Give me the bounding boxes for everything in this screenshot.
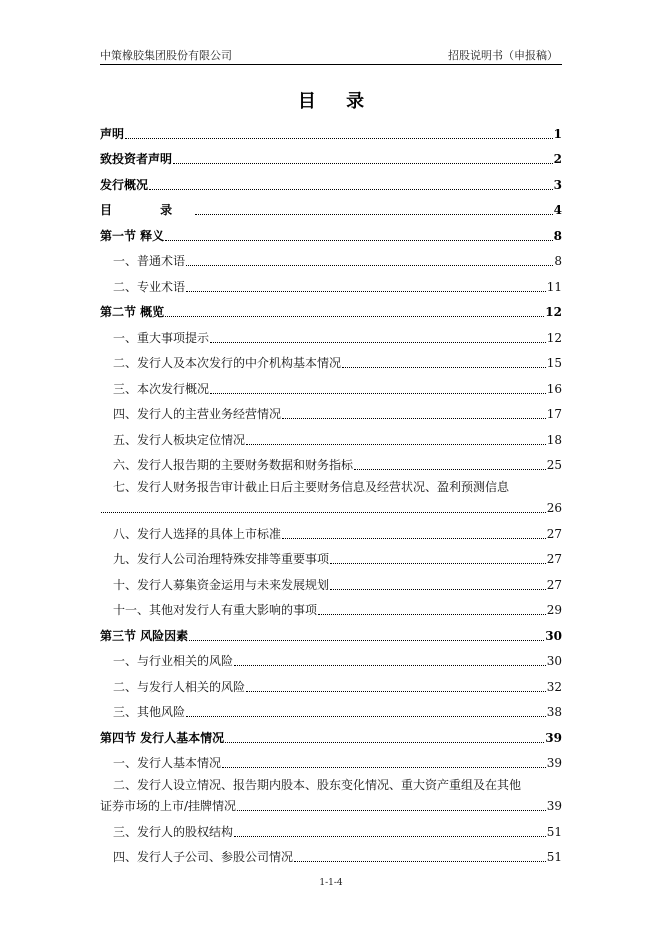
dot-leader bbox=[186, 716, 546, 717]
table-of-contents bbox=[100, 116, 562, 865]
toc-entry-page: 51 bbox=[546, 824, 562, 839]
toc-entry-text: 第二节 概览 bbox=[100, 305, 165, 319]
toc-entry[interactable] bbox=[100, 814, 562, 840]
dot-leader bbox=[234, 836, 546, 837]
dot-leader bbox=[354, 469, 546, 470]
toc-entry-text: 一、普通术语 bbox=[113, 254, 186, 268]
toc-entry[interactable] bbox=[100, 346, 562, 372]
toc-entry-text: 第三节 风险因素 bbox=[100, 628, 189, 643]
toc-entry[interactable] bbox=[100, 593, 562, 619]
toc-entry-text: 一、与行业相关的风险 bbox=[113, 654, 234, 668]
toc-entry-page: 12 bbox=[545, 305, 562, 319]
toc-entry[interactable] bbox=[100, 320, 562, 346]
toc-entry-page: 1 bbox=[553, 126, 562, 141]
dot-leader bbox=[234, 665, 546, 666]
toc-entry-page: 26 bbox=[546, 501, 562, 515]
toc-entry-text: 目 录 bbox=[100, 203, 195, 217]
toc-entry-text: 二、专业术语 bbox=[113, 279, 186, 294]
toc-entry-page: 3 bbox=[553, 177, 562, 192]
toc-entry-text-continued: 证券市场的上市/挂牌情况 bbox=[100, 799, 237, 813]
toc-entry-text: 声明 bbox=[100, 126, 125, 141]
toc-entry-page: 18 bbox=[546, 432, 562, 447]
toc-entry[interactable] bbox=[100, 218, 562, 244]
toc-entry-page: 2 bbox=[553, 152, 562, 166]
toc-entry-text: 十一、其他对发行人有重大影响的事项 bbox=[113, 603, 318, 617]
header-doc-type: 招股说明书（申报稿） bbox=[448, 49, 558, 62]
dot-leader bbox=[165, 240, 552, 241]
toc-entry-page: 39 bbox=[545, 730, 562, 745]
toc-entry-page: 27 bbox=[546, 552, 562, 566]
toc-entry[interactable] bbox=[100, 669, 562, 695]
toc-entry[interactable] bbox=[100, 371, 562, 397]
toc-entry-text: 四、发行人子公司、参股公司情况 bbox=[113, 850, 294, 864]
toc-entry-page: 30 bbox=[546, 654, 562, 668]
toc-entry-page: 25 bbox=[546, 458, 562, 472]
toc-entry[interactable] bbox=[100, 516, 562, 542]
toc-entry[interactable] bbox=[100, 448, 562, 474]
toc-entry[interactable] bbox=[100, 695, 562, 721]
toc-entry-text: 八、发行人选择的具体上市标准 bbox=[113, 526, 282, 541]
toc-entry-text: 三、发行人的股权结构 bbox=[113, 824, 234, 839]
dot-leader bbox=[237, 810, 546, 811]
header-company: 中策橡胶集团股份有限公司 bbox=[100, 49, 232, 62]
dot-leader bbox=[330, 563, 546, 564]
toc-entry-page: 11 bbox=[546, 279, 562, 294]
page-title: 目 录 bbox=[297, 91, 377, 112]
toc-entry[interactable] bbox=[100, 567, 562, 593]
toc-entry-text: 一、重大事项提示 bbox=[113, 330, 210, 345]
toc-entry-page: 8 bbox=[553, 228, 562, 243]
dot-leader bbox=[225, 742, 544, 743]
toc-entry-text: 六、发行人报告期的主要财务数据和财务指标 bbox=[113, 458, 354, 472]
toc-entry[interactable] bbox=[100, 397, 562, 423]
toc-entry[interactable] bbox=[100, 142, 562, 168]
toc-entry-text: 一、发行人基本情况 bbox=[113, 756, 222, 770]
toc-entry-text: 四、发行人的主营业务经营情况 bbox=[113, 407, 282, 421]
toc-entry[interactable] bbox=[100, 840, 562, 866]
dot-leader bbox=[282, 418, 546, 419]
toc-entry[interactable] bbox=[100, 244, 562, 270]
toc-entry[interactable] bbox=[100, 422, 562, 448]
toc-entry-continuation bbox=[100, 794, 562, 814]
dot-leader bbox=[125, 138, 553, 139]
dot-leader bbox=[246, 444, 546, 445]
dot-leader bbox=[101, 512, 546, 513]
toc-entry-page: 8 bbox=[554, 254, 562, 268]
toc-entry-text: 三、本次发行概况 bbox=[113, 381, 210, 396]
toc-entry-text: 第一节 释义 bbox=[100, 228, 165, 243]
page-number: 1-1-4 bbox=[319, 878, 343, 888]
toc-entry-text: 十、发行人募集资金运用与未来发展规划 bbox=[113, 577, 330, 592]
toc-entry-page: 4 bbox=[553, 203, 562, 217]
toc-entry-text: 三、其他风险 bbox=[113, 705, 186, 719]
dot-leader bbox=[189, 640, 544, 641]
toc-entry-page: 38 bbox=[546, 705, 562, 719]
toc-entry[interactable] bbox=[100, 193, 562, 219]
toc-entry-text: 七、发行人财务报告审计截止日后主要财务信息及经营状况、盈利预测信息 bbox=[113, 480, 510, 494]
dot-leader bbox=[246, 691, 546, 692]
toc-entry-text: 五、发行人板块定位情况 bbox=[113, 432, 246, 447]
dot-leader bbox=[342, 367, 546, 368]
toc-entry-page: 39 bbox=[546, 799, 562, 813]
toc-entry[interactable] bbox=[100, 473, 562, 516]
toc-entry-text: 第四节 发行人基本情况 bbox=[100, 730, 225, 745]
toc-entry-page: 39 bbox=[546, 756, 562, 770]
toc-entry-text: 二、发行人设立情况、报告期内股本、股东变化情况、重大资产重组及在其他 bbox=[113, 778, 522, 792]
header-rule bbox=[100, 64, 562, 65]
toc-entry[interactable] bbox=[100, 542, 562, 568]
toc-entry[interactable] bbox=[100, 269, 562, 295]
dot-leader bbox=[195, 214, 552, 215]
toc-entry-page: 15 bbox=[546, 356, 562, 370]
toc-entry[interactable] bbox=[100, 167, 562, 193]
dot-leader bbox=[222, 767, 546, 768]
toc-entry[interactable] bbox=[100, 295, 562, 321]
toc-entry-page: 12 bbox=[546, 330, 562, 345]
toc-entry-page: 27 bbox=[546, 577, 562, 592]
dot-leader bbox=[330, 589, 546, 590]
dot-leader bbox=[210, 342, 546, 343]
toc-entry-page: 16 bbox=[546, 381, 562, 396]
toc-entry-text: 致投资者声明 bbox=[100, 152, 173, 166]
toc-entry-text: 二、与发行人相关的风险 bbox=[113, 679, 246, 694]
toc-entry-page: 51 bbox=[546, 850, 562, 864]
toc-entry[interactable] bbox=[100, 644, 562, 670]
toc-entry-continuation bbox=[100, 496, 562, 516]
dot-leader bbox=[294, 861, 546, 862]
dot-leader bbox=[186, 265, 553, 266]
toc-entry-text: 二、发行人及本次发行的中介机构基本情况 bbox=[113, 356, 342, 370]
dot-leader bbox=[149, 189, 553, 190]
toc-entry-text: 九、发行人公司治理特殊安排等重要事项 bbox=[113, 552, 330, 566]
toc-entry-text: 发行概况 bbox=[100, 177, 149, 192]
toc-entry-page: 30 bbox=[545, 628, 562, 643]
toc-entry[interactable] bbox=[100, 116, 562, 142]
dot-leader bbox=[318, 614, 546, 615]
page-header bbox=[100, 44, 562, 64]
toc-entry[interactable] bbox=[100, 720, 562, 746]
toc-entry-page: 29 bbox=[546, 603, 562, 617]
toc-entry[interactable] bbox=[100, 618, 562, 644]
dot-leader bbox=[186, 291, 546, 292]
toc-entry[interactable] bbox=[100, 746, 562, 772]
toc-entry-page: 27 bbox=[546, 526, 562, 541]
dot-leader bbox=[173, 163, 553, 164]
dot-leader bbox=[282, 538, 546, 539]
toc-entry-page: 17 bbox=[546, 407, 562, 421]
toc-entry[interactable] bbox=[100, 771, 562, 814]
toc-entry-page: 32 bbox=[546, 679, 562, 694]
dot-leader bbox=[165, 316, 544, 317]
dot-leader bbox=[210, 393, 546, 394]
